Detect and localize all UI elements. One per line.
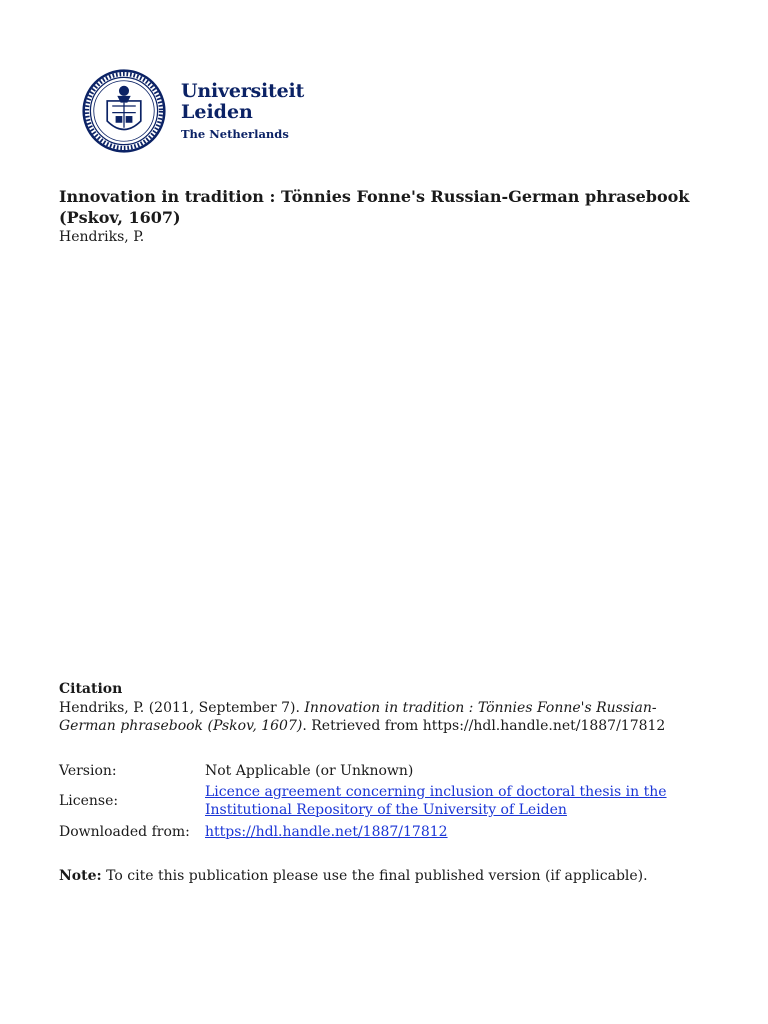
downloaded-label: Downloaded from: bbox=[59, 824, 190, 840]
citation-prefix: Hendriks, P. (2011, September 7). bbox=[59, 700, 305, 716]
citation-text bbox=[59, 699, 699, 735]
logo-wordmark bbox=[181, 79, 305, 141]
version-label: Version: bbox=[59, 763, 117, 779]
license-label: License: bbox=[59, 793, 119, 809]
version-value: Not Applicable (or Unknown) bbox=[205, 763, 414, 779]
handle-link[interactable]: https://hdl.handle.net/1887/17812 bbox=[205, 824, 448, 840]
citation-suffix: . Retrieved from https://hdl.handle.net/1887/17812 bbox=[302, 718, 666, 734]
logo-line-universiteit: Universiteit bbox=[181, 79, 305, 102]
note-text: To cite this publication please use the final published version (if applicable). bbox=[101, 868, 648, 884]
document-title: Innovation in tradition : Tönnies Fonne's Russian-German phrasebook (Pskov, 1607) bbox=[59, 187, 690, 227]
citation-heading: Citation bbox=[59, 681, 123, 697]
license-link[interactable]: Licence agreement concerning inclusion of doctoral thesis in the Institutional Repository of the University of Leiden bbox=[205, 784, 667, 818]
logo-line-netherlands: The Netherlands bbox=[181, 126, 289, 141]
citation-title: Innovation in tradition : Tönnies Fonne's Russian-German phrasebook (Pskov, 1607) bbox=[59, 700, 657, 734]
note-label: Note: bbox=[59, 868, 102, 884]
logo-line-leiden: Leiden bbox=[181, 100, 253, 123]
university-seal-icon bbox=[82, 69, 166, 153]
university-logo bbox=[60, 56, 304, 166]
document-author: Hendriks, P. bbox=[59, 229, 145, 245]
note bbox=[59, 868, 648, 884]
